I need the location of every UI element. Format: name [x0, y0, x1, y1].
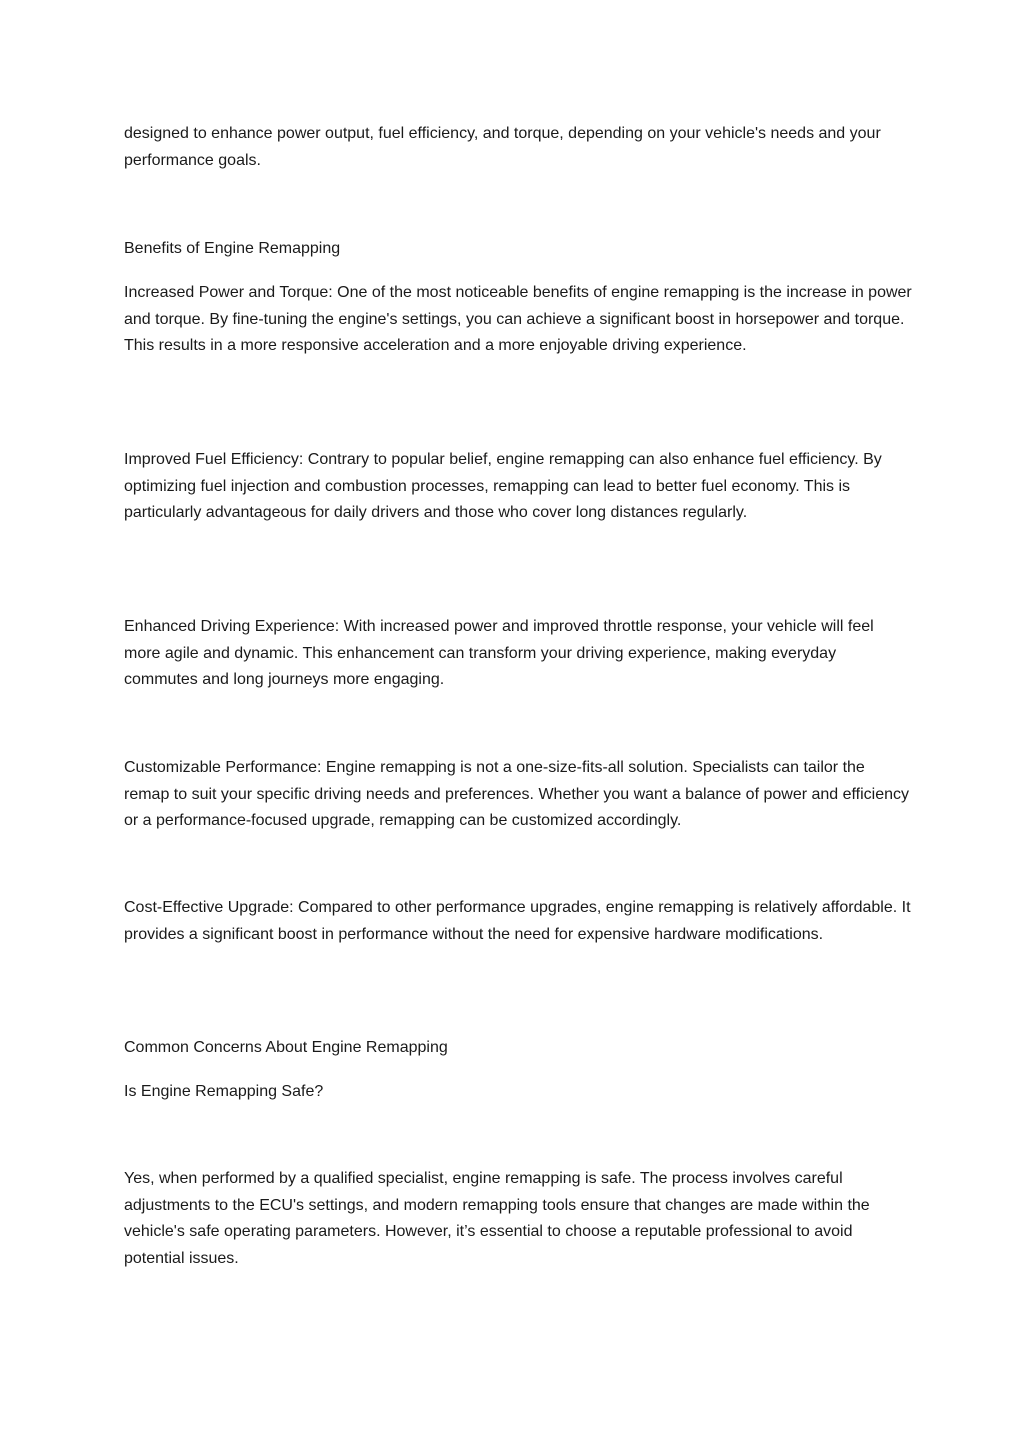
section-heading-concerns: Common Concerns About Engine Remapping: [124, 1039, 448, 1056]
subheading-safety: Is Engine Remapping Safe?: [124, 1083, 324, 1100]
paragraph-driving-experience: Enhanced Driving Experience: With increased power and improved throttle response, your vehicle will feel more agile and dynamic. This enhancement can transform your driving experience, making everyday commutes and long journeys more engaging.: [124, 618, 874, 689]
paragraph-fuel-efficiency: Improved Fuel Efficiency: Contrary to popular belief, engine remapping can also enhance fuel efficiency. By optimizing fuel injection and combustion processes, remapping can lead to better fuel economy. This is particularly advantageous for daily drivers and those who cover long distances regularly.: [124, 451, 882, 522]
paragraph-customizable-performance: Customizable Performance: Engine remapping is not a one-size-fits-all solution. Specialists can tailor the remap to suit your specific driving needs and preferences. Whether you want a balance of power and efficiency or a performance-focused upgrade, remapping can be customized accordingly.: [124, 759, 910, 830]
paragraph-safety-answer: Yes, when performed by a qualified specialist, engine remapping is safe. The process involves careful adjustments to the ECU's settings, and modern remapping tools ensure that changes are made within the vehicle's safe operating parameters. However, it’s essential to choose a reputable professional to avoid potential issues.: [124, 1170, 870, 1267]
intro-paragraph: designed to enhance power output, fuel efficiency, and torque, depending on your vehicle's needs and your performance goals.: [124, 125, 881, 169]
paragraph-power-torque: Increased Power and Torque: One of the most noticeable benefits of engine remapping is the increase in power and torque. By fine-tuning the engine's settings, you can achieve a significant boost in horsepower and torque. This results in a more responsive acceleration and a more enjoyable driving experience.: [124, 284, 912, 355]
paragraph-cost-effective: Cost-Effective Upgrade: Compared to other performance upgrades, engine remapping is relatively affordable. It provides a significant boost in performance without the need for expensive hardware modifications.: [124, 899, 911, 943]
section-heading-benefits: Benefits of Engine Remapping: [124, 240, 341, 257]
